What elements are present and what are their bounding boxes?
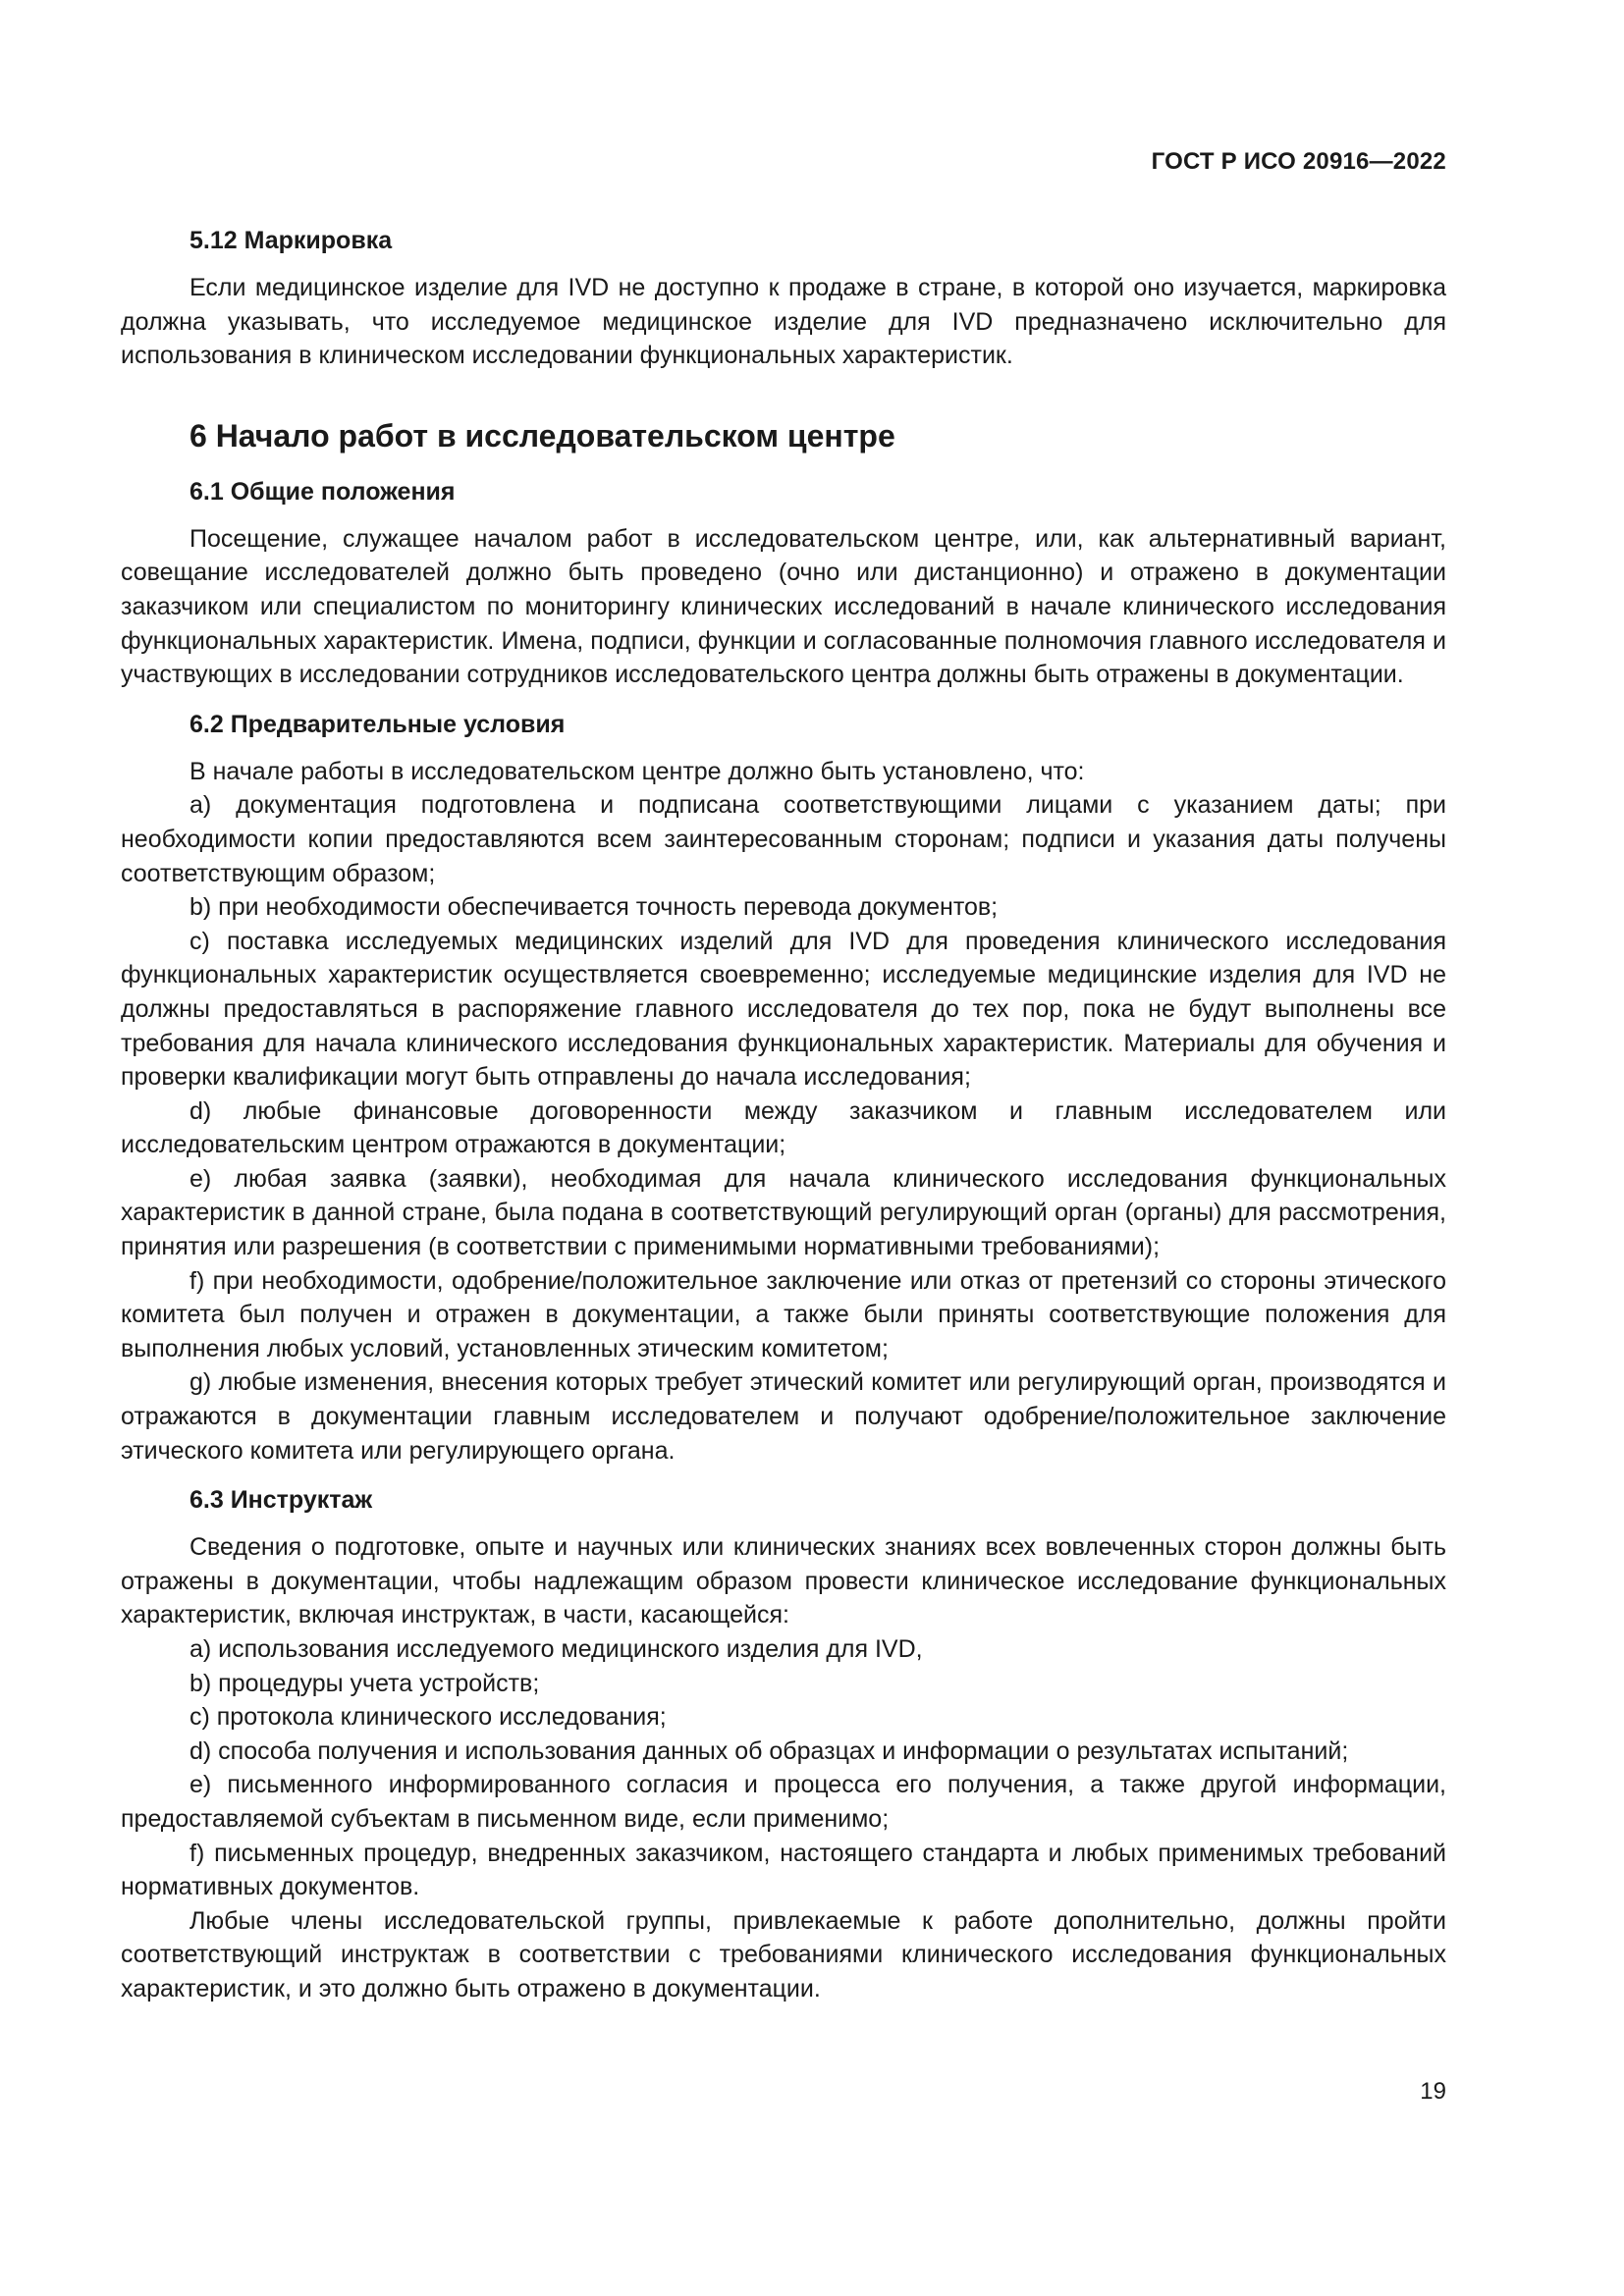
section-6-1-text: Посещение, служащее началом работ в исследовательском центре, или, как альтернативный вариант, совещание исследователей должно быть проведено (очно или дистанционно) и отражено в документации заказчиком или специалистом по мониторингу клинических исследований в начале клинического исследования функциональных характеристик. Имена, подписи, функции и согласованные полномочия главного исследователя и участвующих в исследовании сотрудников исследовательского центра должны быть отражены в документации.	[121, 524, 1446, 689]
section-6-2-item-c: c) поставка исследуемых медицинских изделий для IVD для проведения клинического исследования функциональных характеристик осуществляется своевременно; исследуемые медицинские изделия для IVD не должны предоставляться в распоряжение главного исследователя до тех пор, пока не будут выполнены все требования для начала клинического исследования функциональных характеристик. Материалы для обучения и проверки квалификации могут быть отправлены до начала исследования;	[121, 927, 1446, 1092]
section-6-1-title: 6.1 Общие положения	[189, 477, 456, 506]
section-6-3-intro: Сведения о подготовке, опыте и научных или клинических знаниях всех вовлеченных сторон должны быть отражены в документации, чтобы надлежащим образом провести клиническое исследование функциональных характеристик, включая инструктаж, в части, касающейся:	[121, 1533, 1446, 1629]
section-6-3-item-a: a) использования исследуемого медицинского изделия для IVD,	[189, 1635, 923, 1663]
section-6-2-title: 6.2 Предварительные условия	[189, 710, 566, 738]
section-6-3-closing: Любые члены исследовательской группы, привлекаемые к работе дополнительно, должны пройти соответствующий инструктаж в соответствии с требованиями клинического исследования функциональных характеристик, и это должно быть отражено в документации.	[121, 1906, 1446, 2002]
chapter-6-title: 6 Начало работ в исследовательском центре	[189, 417, 895, 454]
section-6-3-item-c: c) протокола клинического исследования;	[189, 1703, 667, 1732]
section-6-2-item-b: b) при необходимости обеспечивается точность перевода документов;	[189, 893, 999, 922]
section-6-2-item-a: a) документация подготовлена и подписана соответствующими лицами с указанием даты; при необходимости копии предоставляются всем заинтересованным сторонам; подписи и указания даты получены соответствующим образом;	[121, 791, 1446, 887]
section-6-3-item-d: d) способа получения и использования данных об образцах и информации о результатах испытаний;	[189, 1736, 1349, 1765]
section-5-12-title: 5.12 Маркировка	[189, 227, 393, 254]
section-6-2-item-e: e) любая заявка (заявки), необходимая для начала клинического исследования функциональных характеристик в данной стране, была подана в соответствующий регулирующий орган (органы) для рассмотрения, принятия или разрешения (в соответствии с применимыми нормативными требованиями);	[121, 1164, 1446, 1261]
document-code-header: ГОСТ Р ИСО 20916—2022	[1151, 148, 1446, 175]
section-6-3-item-f: f) письменных процедур, внедренных заказчиком, настоящего стандарта и любых применимых требований нормативных документов.	[121, 1839, 1446, 1901]
section-6-2-item-f: f) при необходимости, одобрение/положительное заключение или отказ от претензий со стороны этического комитета был получен и отражен в документации, а также были приняты соответствующие положения для выполнения любых условий, установленных этическим комитетом;	[121, 1266, 1446, 1362]
section-6-3-item-e: e) письменного информированного согласия и процесса его получения, а также другой информации, предоставляемой субъектам в письменном виде, если применимо;	[121, 1771, 1446, 1833]
section-6-2-item-d: d) любые финансовые договоренности между заказчиком и главным исследователем или исследовательским центром отражаются в документации;	[121, 1096, 1446, 1159]
document-body	[121, 224, 1446, 2006]
section-6-2-intro: В начале работы в исследовательском центре должно быть установлено, что:	[189, 757, 1085, 785]
section-6-3-item-b: b) процедуры учета устройств;	[189, 1669, 540, 1697]
section-5-12-text: Если медицинское изделие для IVD не доступно к продаже в стране, в которой оно изучается, маркировка должна указывать, что исследуемое медицинское изделие для IVD предназначено исключительно для использования в клиническом исследовании функциональных характеристик.	[121, 274, 1446, 370]
page-number: 19	[1420, 2078, 1446, 2105]
document-page	[121, 0, 1446, 2296]
section-6-3-title: 6.3 Инструктаж	[189, 1486, 373, 1515]
section-6-2-item-g: g) любые изменения, внесения которых требует этический комитет или регулирующий орган, производятся и отражаются в документации главным исследователем и получают одобрение/положительное заключение этического комитета или регулирующего органа.	[121, 1368, 1446, 1465]
